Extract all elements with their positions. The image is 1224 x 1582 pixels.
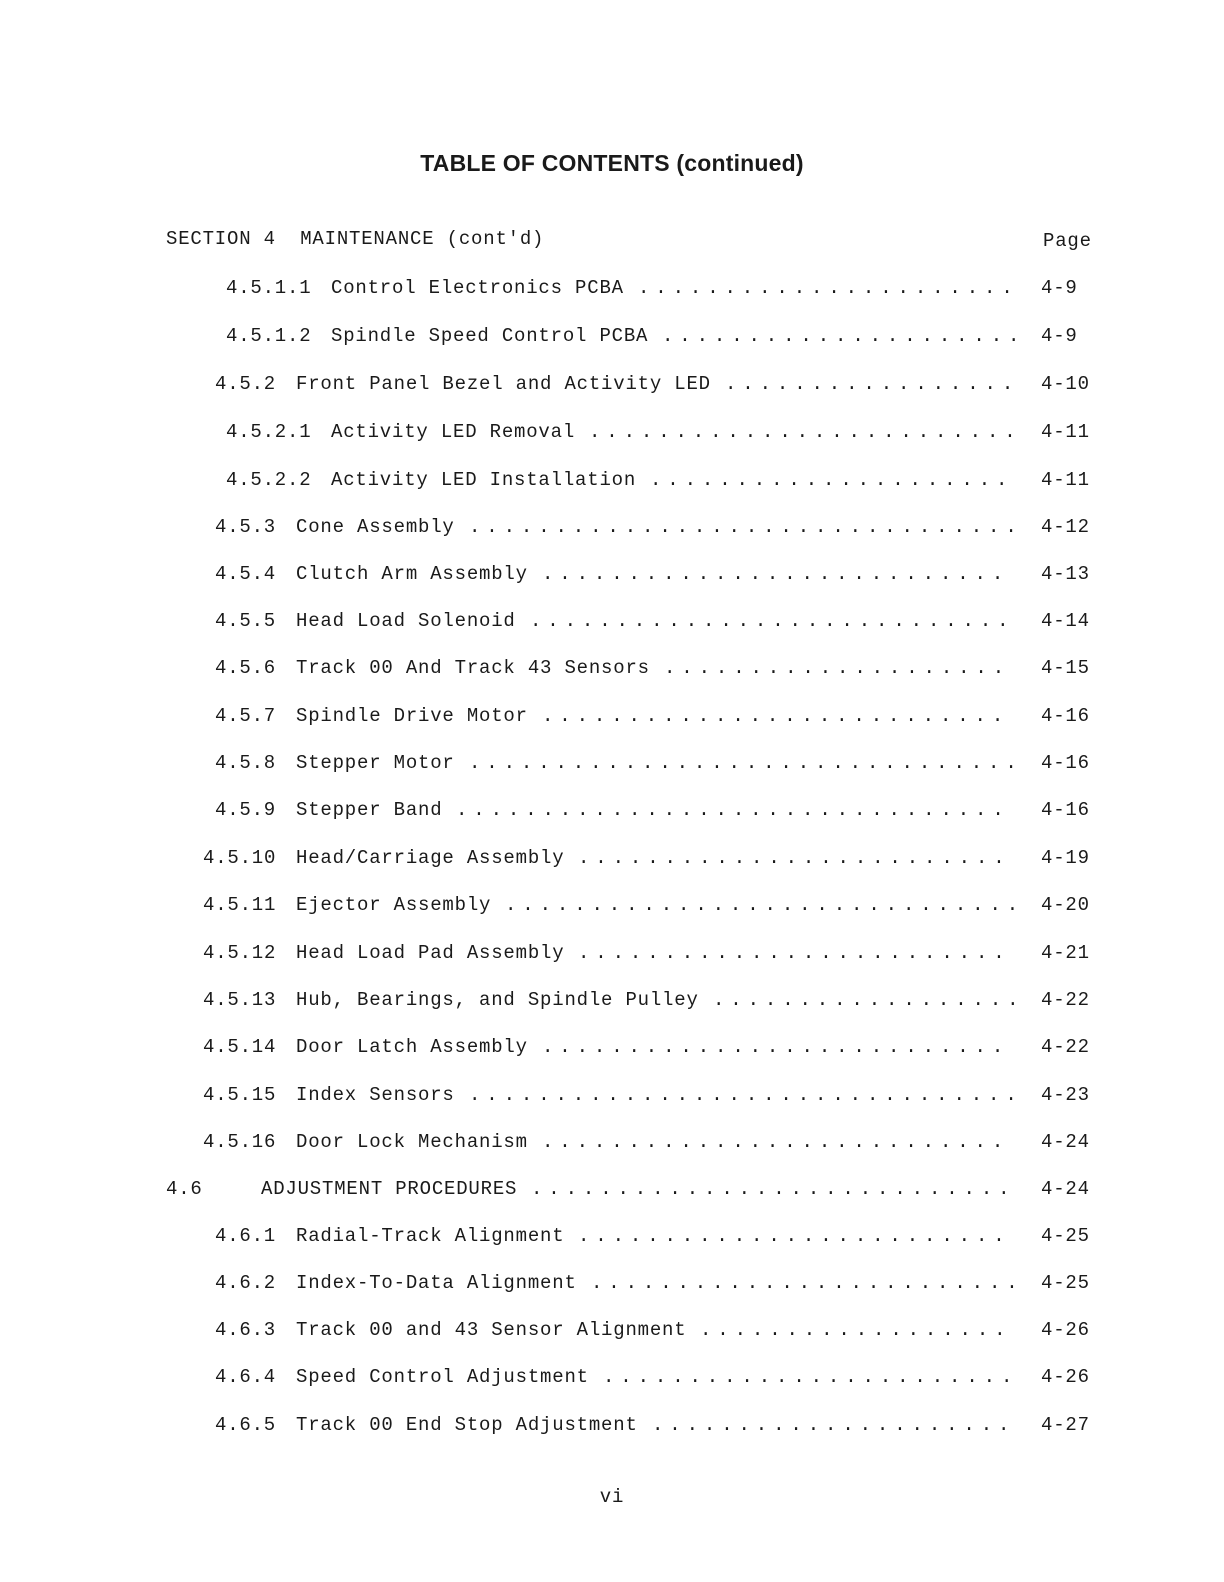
toc-entry-number: 4.6.5	[215, 1414, 277, 1436]
toc-entry-page: 4-10	[1041, 373, 1090, 395]
toc-dot-leader: .................	[725, 373, 1020, 395]
toc-entry-number: 4.5.5	[215, 610, 277, 632]
toc-dot-leader: ................................	[469, 1084, 1023, 1106]
toc-entry-number: 4.5.2	[215, 373, 277, 395]
toc-entry-page: 4-22	[1041, 1036, 1090, 1058]
toc-entry[interactable]	[0, 1084, 1224, 1110]
toc-dot-leader: .........................	[589, 421, 1022, 443]
toc-entry-number: 4.5.15	[203, 1084, 277, 1106]
toc-dot-leader: ........................	[603, 1366, 1019, 1388]
toc-entry[interactable]	[0, 469, 1224, 495]
toc-entry-number: 4.5.8	[215, 752, 277, 774]
toc-dot-leader: ..............................	[505, 894, 1025, 916]
toc-entry[interactable]	[0, 1272, 1224, 1298]
toc-entry[interactable]	[0, 1225, 1224, 1251]
toc-entry[interactable]	[0, 421, 1224, 447]
toc-entry-page: 4-25	[1041, 1272, 1090, 1294]
toc-entry-title: Head/Carriage Assembly	[296, 847, 565, 869]
toc-dot-leader: ...........................	[542, 563, 1010, 585]
toc-dot-leader: .....................	[662, 325, 1026, 347]
toc-entry-page: 4-23	[1041, 1084, 1090, 1106]
toc-entry-page: 4-16	[1041, 705, 1090, 727]
toc-entry-title: Head Load Pad Assembly	[296, 942, 565, 964]
toc-entry[interactable]	[0, 1036, 1224, 1062]
toc-entry-number: 4.5.7	[215, 705, 277, 727]
toc-entry-title: Spindle Speed Control PCBA	[331, 325, 649, 347]
toc-dot-leader: ................................	[456, 799, 1010, 821]
section-header: SECTION 4 MAINTENANCE (cont'd)	[166, 228, 545, 250]
toc-entry-number: 4.5.1.1	[226, 277, 312, 299]
toc-entry-page: 4-26	[1041, 1319, 1090, 1341]
toc-entry[interactable]	[0, 325, 1224, 351]
toc-dot-leader: ............................	[531, 1178, 1016, 1200]
toc-entry-title: Track 00 End Stop Adjustment	[296, 1414, 638, 1436]
toc-entry-page: 4-9	[1041, 277, 1078, 299]
toc-entry-title: Ejector Assembly	[296, 894, 492, 916]
toc-entry-page: 4-11	[1041, 421, 1090, 443]
toc-dot-leader: .........................	[578, 1225, 1011, 1247]
toc-entry-title: Stepper Band	[296, 799, 443, 821]
toc-entry-title: Index-To-Data Alignment	[296, 1272, 577, 1294]
toc-dot-leader: .........................	[578, 847, 1011, 869]
toc-entry-number: 4.5.14	[203, 1036, 277, 1058]
toc-dot-leader: ............................	[530, 610, 1015, 632]
toc-entry-number: 4.5.10	[203, 847, 277, 869]
toc-entry[interactable]	[0, 1131, 1224, 1157]
toc-entry[interactable]	[0, 610, 1224, 636]
toc-dot-leader: ...........................	[542, 705, 1010, 727]
toc-entry-title: Spindle Drive Motor	[296, 705, 528, 727]
toc-entry-number: 4.5.13	[203, 989, 277, 1011]
toc-entry[interactable]	[0, 942, 1224, 968]
toc-entry-title: Clutch Arm Assembly	[296, 563, 528, 585]
toc-entry-page: 4-21	[1041, 942, 1090, 964]
toc-entry-page: 4-15	[1041, 657, 1090, 679]
toc-entry-page: 4-16	[1041, 799, 1090, 821]
toc-entry-title: Cone Assembly	[296, 516, 455, 538]
toc-entry-title: Stepper Motor	[296, 752, 455, 774]
toc-entry-title: Door Lock Mechanism	[296, 1131, 528, 1153]
toc-entry[interactable]	[0, 705, 1224, 731]
toc-entry-page: 4-20	[1041, 894, 1090, 916]
toc-entry-page: 4-22	[1041, 989, 1090, 1011]
toc-entry-title: Radial-Track Alignment	[296, 1225, 565, 1247]
toc-entry-number: 4.5.9	[215, 799, 277, 821]
toc-entry-number: 4.5.2.1	[226, 421, 312, 443]
toc-entry-title: ADJUSTMENT PROCEDURES	[261, 1178, 518, 1200]
toc-entry-number: 4.5.11	[203, 894, 277, 916]
toc-entry[interactable]	[0, 799, 1224, 825]
toc-entry[interactable]	[0, 516, 1224, 542]
toc-entry-number: 4.5.1.2	[226, 325, 312, 347]
toc-dot-leader: .....................	[650, 469, 1014, 491]
toc-entry-page: 4-14	[1041, 610, 1090, 632]
toc-dot-leader: ..................	[700, 1319, 1012, 1341]
toc-entry[interactable]	[0, 563, 1224, 589]
toc-entry-title: Control Electronics PCBA	[331, 277, 624, 299]
toc-entry-title: Speed Control Adjustment	[296, 1366, 589, 1388]
toc-entry-title: Activity LED Installation	[331, 469, 637, 491]
toc-entry-number: 4.6.3	[215, 1319, 277, 1341]
toc-dot-leader: ....................	[664, 657, 1011, 679]
toc-dot-leader: .....................	[652, 1414, 1016, 1436]
toc-entry-number: 4.6.4	[215, 1366, 277, 1388]
footer-page-number: vi	[599, 1486, 625, 1508]
toc-entry-page: 4-16	[1041, 752, 1090, 774]
toc-entry-page: 4-13	[1041, 563, 1090, 585]
toc-dot-leader: .........................	[578, 942, 1011, 964]
toc-entry[interactable]	[0, 1366, 1224, 1392]
toc-entry-page: 4-25	[1041, 1225, 1090, 1247]
toc-entry[interactable]	[0, 847, 1224, 873]
toc-entry-title: Front Panel Bezel and Activity LED	[296, 373, 711, 395]
toc-entry-number: 4.5.4	[215, 563, 277, 585]
toc-entry-page: 4-27	[1041, 1414, 1090, 1436]
toc-entry-title: Index Sensors	[296, 1084, 455, 1106]
toc-entry[interactable]	[0, 1414, 1224, 1440]
toc-entry-title: Head Load Solenoid	[296, 610, 516, 632]
toc-dot-leader: ................................	[469, 752, 1023, 774]
toc-entry-number: 4.6.2	[215, 1272, 277, 1294]
toc-dot-leader: ......................	[638, 277, 1019, 299]
toc-dot-leader: .........................	[591, 1272, 1024, 1294]
toc-entry-number: 4.5.12	[203, 942, 277, 964]
toc-entry-title: Track 00 and 43 Sensor Alignment	[296, 1319, 687, 1341]
toc-entry-page: 4-19	[1041, 847, 1090, 869]
toc-entry[interactable]	[0, 894, 1224, 920]
toc-entry[interactable]	[0, 1319, 1224, 1345]
toc-entry-number: 4.5.3	[215, 516, 277, 538]
page-title: TABLE OF CONTENTS (continued)	[420, 150, 804, 176]
toc-entry-number: 4.6	[166, 1178, 203, 1200]
toc-entry-title: Activity LED Removal	[331, 421, 576, 443]
toc-dot-leader: ...........................	[542, 1131, 1010, 1153]
toc-entry[interactable]	[0, 989, 1224, 1015]
toc-entry[interactable]	[0, 1178, 1224, 1204]
toc-entry-title: Track 00 And Track 43 Sensors	[296, 657, 650, 679]
toc-entry-title: Door Latch Assembly	[296, 1036, 528, 1058]
toc-entry-page: 4-26	[1041, 1366, 1090, 1388]
toc-dot-leader: ................................	[469, 516, 1023, 538]
toc-entry-page: 4-12	[1041, 516, 1090, 538]
toc-dot-leader: ..................	[713, 989, 1025, 1011]
toc-entry-number: 4.5.2.2	[226, 469, 312, 491]
toc-entry-page: 4-24	[1041, 1178, 1090, 1200]
toc-entry[interactable]	[0, 752, 1224, 778]
toc-entry[interactable]	[0, 373, 1224, 399]
page-column-label: Page	[1043, 230, 1092, 252]
toc-entry-number: 4.5.16	[203, 1131, 277, 1153]
toc-dot-leader: ...........................	[542, 1036, 1010, 1058]
toc-entry-page: 4-24	[1041, 1131, 1090, 1153]
toc-entry-page: 4-11	[1041, 469, 1090, 491]
toc-entry-number: 4.5.6	[215, 657, 277, 679]
toc-entry-page: 4-9	[1041, 325, 1078, 347]
toc-entry[interactable]	[0, 657, 1224, 683]
toc-entry-title: Hub, Bearings, and Spindle Pulley	[296, 989, 699, 1011]
toc-entry[interactable]	[0, 277, 1224, 303]
toc-entry-number: 4.6.1	[215, 1225, 277, 1247]
